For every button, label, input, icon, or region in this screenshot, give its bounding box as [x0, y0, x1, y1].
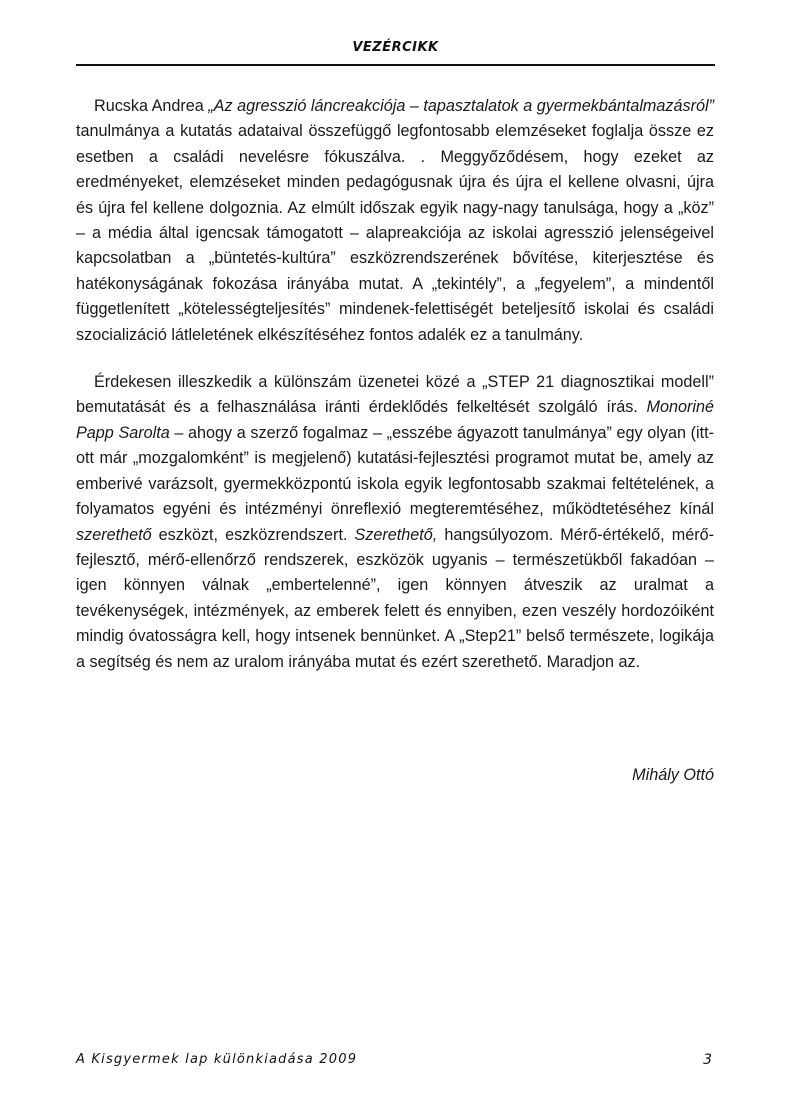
paragraph-1-text: tanulmánya a kutatás adataival összefüggő legfontosabb elemzéseket foglalja össze ez esetben a családi nevelésre fókuszálva. . Meggyőződésem, hogy ezeket az eredményeket, elemzéseket minden pedagógusnak újra és újra el kellene olvasni, újra és újra fel kellene dolgoznia. Az elmúlt időszak egyik nagy-nagy tanulsága, hogy a „köz” – a média által igencsak támogatott – alapreakciója az iskolai agresszió jelenségeivel kapcsolatban a „büntetés-kultúra” eszközrendszerének bővítése, kiterjesztése és hatékonyságának fokozása irányába mutat. A „tekintély”, a „fegyelem”, a mindentől függetlenített „kötelességteljesítés” mindenek-felettiségét beteljesítő iskolai és családi szocializáció látleletének elkészítéséhez fontos adalék ez a tanulmány.: [76, 122, 714, 344]
cited-article-title: „Az agresszió láncreakciója – tapasztalatok a gyermekbántalmazásról”: [208, 97, 714, 115]
paragraph-2: [76, 370, 714, 675]
section-header: VEZÉRCIKK: [352, 40, 439, 55]
paragraph-2-text: eszközt, eszközrendszert.: [151, 525, 355, 544]
page-number: 3: [703, 1052, 712, 1068]
header-divider: [76, 64, 715, 66]
emphasis-text: Szerethető,: [354, 525, 438, 544]
paragraph-1-text: Rucska Andrea: [94, 97, 209, 115]
author-signature: Mihály Ottó: [632, 766, 714, 784]
footer-publication-title: A Kisgyermek lap különkiadása 2009: [76, 1052, 358, 1067]
paragraph-2-text: – ahogy a szerző fogalmaz – „esszébe ágyazott tanulmánya” egy olyan (itt-ott már „mozgalomként” is megjelenő) kutatási-fejlesztési programot mutat be, amely az emberivé varázsolt, gyermekközpontú iskola egyik legfontosabb szakmai feltételének, a folyamatos egyéni és intézményi önreflexió megteremtéséhez, működtetéséhez kínál: [76, 423, 714, 519]
article-body: [76, 94, 714, 675]
emphasis-text: szerethető: [76, 525, 152, 544]
cited-author-name: Monoriné Papp Sarolta: [76, 398, 714, 442]
paragraph-1: [76, 94, 714, 348]
paragraph-2-text: Érdekesen illeszkedik a különszám üzenetei közé a „STEP 21 diagnosztikai modell” bemutatását és a felhasználása iránti érdeklődés felkeltését szolgáló írás.: [76, 373, 714, 417]
paragraph-2-text: hangsúlyozom. Mérő-értékelő, mérő-fejlesztő, mérő-ellenőrző rendszerek, eszközök ugyanis – természetükből fakadóan – igen könnyen válnak „embertelenné”, igen könnyen átveszik az uralmat a tevékenységek, intézmények, az emberek felett és ennyiben, ezen veszély hordozóiként mindig óvatosságra kell, hogy intsenek bennünket. A „Step21” belső természete, logikája a segítség és nem az uralom irányába mutat és ezért szerethető. Maradjon az.: [76, 525, 714, 671]
